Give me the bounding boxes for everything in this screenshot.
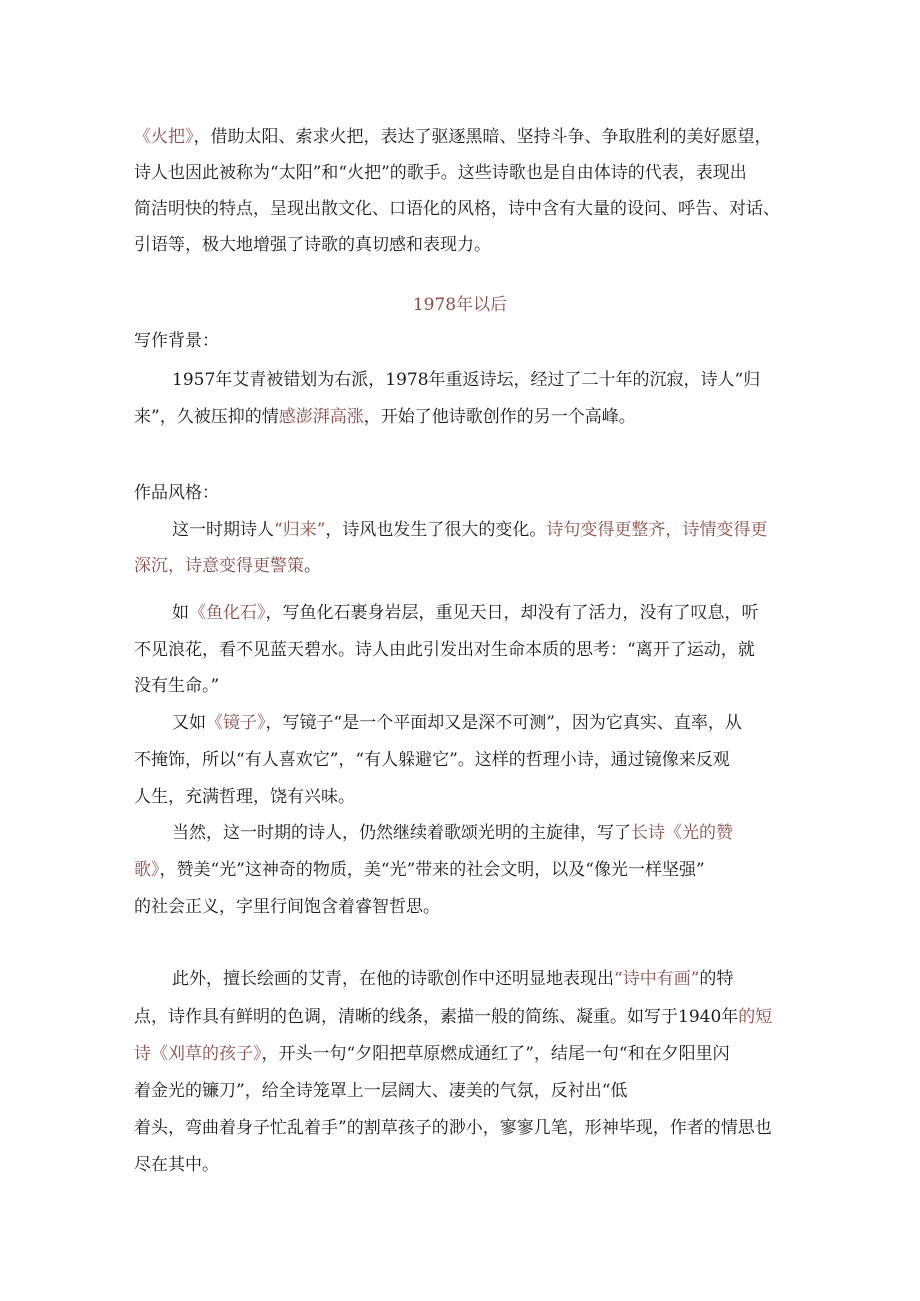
paragraph-line: 着金光的镰刀”，给全诗笼罩上一层阔大、凄美的气氛，反衬出“低 — [134, 1081, 628, 1101]
text: ，开头一句“夕阳把草原燃成通红了”，结尾一句“和在夕阳里闪 — [261, 1044, 730, 1064]
paragraph-line — [134, 555, 321, 577]
poem-title: 诗《刈草的孩子》 — [134, 1044, 262, 1064]
paragraph-line: 简洁明快的特点，呈现出散文化、口语化的风格，诗中含有大量的设问、呼告、对话、 — [134, 199, 780, 219]
paragraph-line: 人生，充满哲理，饶有兴味。 — [134, 787, 355, 807]
text: 如 — [172, 603, 189, 623]
paragraph-line: 着头，弯曲着身子忙乱着手”的割草孩子的渺小，寥寥几笔，形神毕现，作者的情思也 — [134, 1118, 772, 1138]
text: 又如 — [172, 713, 206, 733]
paragraph-line — [172, 968, 733, 990]
poem-title: 《镜子》 — [206, 713, 266, 733]
style-label: 作品风格： — [134, 483, 219, 503]
highlight-text: “诗中有画” — [614, 969, 700, 989]
highlight-text: 的短 — [738, 1007, 773, 1027]
text: 点，诗作具有鲜明的色调，清晰的线条，素描一般的简练、凝重。如写于1940年 — [134, 1007, 739, 1027]
paragraph-line — [172, 822, 733, 844]
text: ，赞美“光”这神奇的物质，美“光”带来的社会文明，以及“像光一样坚强” — [159, 860, 705, 880]
paragraph-line — [172, 602, 759, 624]
text: ，写镜子“是一个平面却又是深不可测”，因为它真实、直率，从 — [265, 713, 742, 733]
text: ，开始了他诗歌创作的另一个高峰。 — [363, 407, 636, 427]
text: ，借助太阳、索求火把，表达了驱逐黑暗、坚持斗争、争取胜利的美好愿望， — [193, 127, 772, 147]
poem-title: 长诗《光的赞 — [631, 823, 733, 843]
highlight-text: 深沉，诗意变得更警策 — [134, 556, 304, 576]
text: 。 — [304, 556, 321, 576]
paragraph-line: 不见浪花，看不见蓝天碧水。诗人由此引发出对生命本质的思考：“离开了运动，就 — [134, 640, 755, 660]
paragraph-line — [134, 1006, 772, 1028]
paragraph-line: 没有生命。” — [134, 676, 220, 696]
text: 当然，这一时期的诗人，仍然继续着歌颂光明的主旋律，写了 — [172, 823, 631, 843]
text: 的特 — [699, 969, 734, 989]
paragraph-line — [172, 519, 767, 541]
poem-title: 《鱼化石》 — [189, 603, 266, 623]
paragraph-line — [134, 126, 772, 148]
paragraph-line — [134, 1043, 730, 1065]
paragraph-line — [172, 712, 742, 734]
poem-title: 歌》 — [134, 860, 160, 880]
highlight-text: 感澎湃高涨 — [278, 407, 364, 427]
text: 此外，擅长绘画的艾青，在他的诗歌创作中还明显地表现出 — [172, 969, 614, 989]
paragraph-line: 1957年艾青被错划为右派，1978年重返诗坛，经过了二十年的沉寂，诗人“归 — [172, 370, 761, 390]
background-label: 写作背景： — [134, 331, 219, 351]
section-heading: 1978年以后 — [412, 295, 508, 315]
highlight-text: “归来” — [274, 520, 326, 540]
paragraph-line: 的社会正义，字里行间饱含着睿智哲思。 — [134, 897, 440, 917]
text: 来”，久被压抑的情 — [134, 407, 279, 427]
paragraph-line — [134, 406, 636, 428]
poem-title: 《火把》 — [134, 127, 194, 147]
text: 这一时期诗人 — [172, 520, 274, 540]
paragraph-line: 诗人也因此被称为“太阳”和“火把”的歌手。这些诗歌也是自由体诗的代表，表现出 — [134, 163, 747, 183]
text: ，写鱼化石裹身岩层，重见天日，却没有了活力，没有了叹息，听 — [265, 603, 759, 623]
paragraph-line: 引语等，极大地增强了诗歌的真切感和表现力。 — [134, 235, 491, 255]
highlight-text: 诗句变得更整齐，诗情变得更 — [546, 520, 768, 540]
paragraph-line: 不掩饰，所以“有人喜欢它”，“有人躲避它”。这样的哲理小诗，通过镜像来反观 — [134, 750, 730, 770]
paragraph-line — [134, 859, 705, 881]
text: ，诗风也发生了很大的变化。 — [325, 520, 547, 540]
paragraph-line: 尽在其中。 — [134, 1155, 219, 1175]
